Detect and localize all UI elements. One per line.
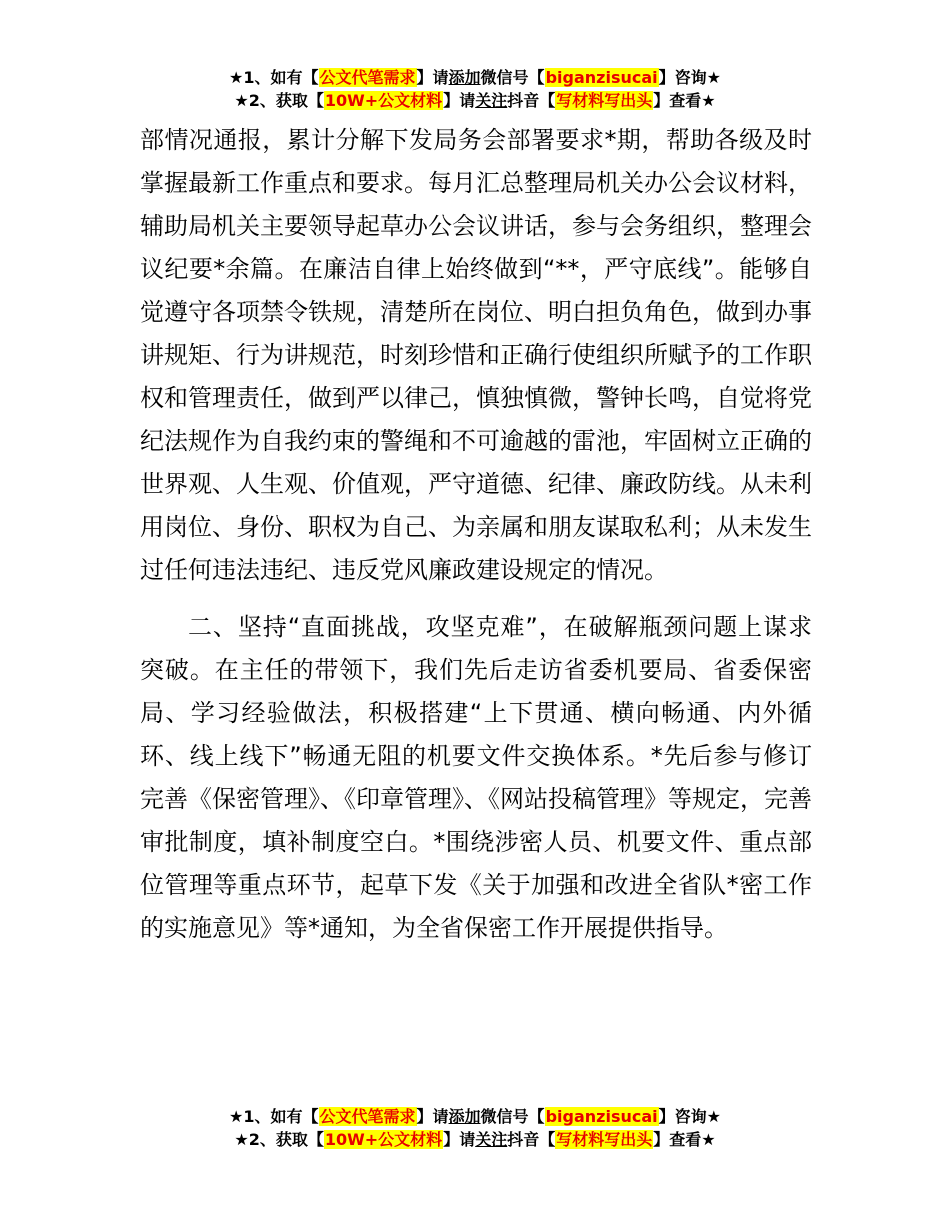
- banner-text: 微信号【: [480, 68, 545, 87]
- banner-highlight: 10W+公文材料: [324, 91, 443, 110]
- banner-highlight: 公文代笔需求: [319, 1107, 416, 1126]
- banner-underline-text: 添加: [448, 68, 481, 87]
- banner-text: 抖音【: [507, 1130, 556, 1149]
- document-body: [140, 119, 812, 950]
- body-paragraph: 二、坚持“直面挑战，攻坚克难”，在破解瓶颈问题上谋求突破。在主任的带领下，我们先后走访省委机要局、省委保密局、学习经验做法，积极搭建“上下贯通、横向畅通、内外循环、线上线下”畅通无阻的机要文件交换体系。*先后参与修订完善《保密管理》、《印章管理》、《网站投稿管理》等规定，完善审批制度，填补制度空白。*围绕涉密人员、机要文件、重点部位管理等重点环节，起草下发《关于加强和改进全省队*密工作的实施意见》等*通知，为全省保密工作开展提供指导。: [140, 613, 812, 942]
- banner-text: ★2、获取【: [234, 1130, 324, 1149]
- banner-text: 】请: [443, 91, 476, 110]
- banner-highlight: 10W+公文材料: [324, 1130, 443, 1149]
- footer-banner: [0, 1105, 950, 1151]
- banner-text: 】咨询★: [658, 68, 721, 87]
- banner-text: ★2、获取【: [234, 91, 324, 110]
- banner-text: 】请: [416, 1107, 449, 1126]
- banner-text: 】咨询★: [658, 1107, 721, 1126]
- banner-text: 】查看★: [653, 91, 716, 110]
- banner-text: 】请: [443, 1130, 476, 1149]
- banner-text: 微信号【: [480, 1107, 545, 1126]
- banner-highlight: biganzisucai: [545, 1107, 658, 1126]
- banner-line-2: [0, 1128, 950, 1151]
- banner-underline-text: 关注: [475, 91, 508, 110]
- header-banner: [0, 66, 950, 112]
- banner-underline-text: 关注: [475, 1130, 508, 1149]
- banner-text: 】请: [416, 68, 449, 87]
- banner-line-1: [0, 66, 950, 89]
- banner-highlight: 写材料写出头: [556, 1130, 653, 1149]
- banner-text: 抖音【: [507, 91, 556, 110]
- banner-text: 】查看★: [653, 1130, 716, 1149]
- banner-text: ★1、如有【: [229, 1107, 319, 1126]
- banner-highlight: 公文代笔需求: [319, 68, 416, 87]
- banner-underline-text: 添加: [448, 1107, 481, 1126]
- banner-line-2: [0, 89, 950, 112]
- banner-highlight: biganzisucai: [545, 68, 658, 87]
- banner-text: ★1、如有【: [229, 68, 319, 87]
- body-paragraph: 部情况通报，累计分解下发局务会部署要求*期，帮助各级及时掌握最新工作重点和要求。每月汇总整理局机关办公会议材料，辅助局机关主要领导起草办公会议讲话，参与会务组织，整理会议纪要*余篇。在廉洁自律上始终做到“**，严守底线”。能够自觉遵守各项禁令铁规，清楚所在岗位、明白担负角色，做到办事讲规矩、行为讲规范，时刻珍惜和正确行使组织所赋予的工作职权和管理责任，做到严以律己，慎独慎微，警钟长鸣，自觉将党纪法规作为自我约束的警绳和不可逾越的雷池，牢固树立正确的世界观、人生观、价值观，严守道德、纪律、廉政防线。从未利用岗位、身份、职权为自己、为亲属和朋友谋取私利；从未发生过任何违法违纪、违反党风廉政建设规定的情况。: [140, 126, 812, 584]
- banner-line-1: [0, 1105, 950, 1128]
- banner-highlight: 写材料写出头: [556, 91, 653, 110]
